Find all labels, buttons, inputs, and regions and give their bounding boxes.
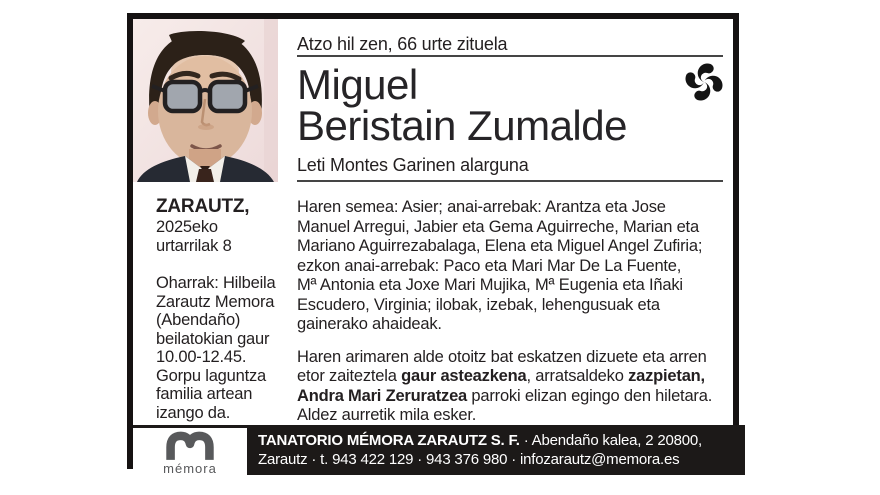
- text-line: Haren semea: Asier; anai-arrebak: Arantza eta Jose: [297, 198, 666, 216]
- text-line: 2025eko: [156, 218, 218, 236]
- text-line: Gorpu laguntza: [156, 366, 267, 385]
- memora-logo-text: mémora: [163, 460, 217, 476]
- text-line: Mª Antonia eta Joxe Mari Mujika, Mª Eugenia eta Iñaki: [297, 276, 683, 294]
- obituary-card: [127, 13, 739, 476]
- wake-notes: [156, 274, 288, 422]
- text-line: familia artean: [156, 385, 253, 403]
- obituary-body: [297, 198, 749, 426]
- deceased-first-name: Miguel: [297, 61, 418, 108]
- deceased-surnames: Beristain Zumalde: [297, 102, 627, 149]
- text-line: Haren arimaren alde otoitz bat eskatzen dizuete eta arren: [297, 347, 707, 366]
- text-line: Zarautz Memora: [156, 292, 275, 311]
- funeral-home-footer: [133, 425, 745, 475]
- city-label: ZARAUTZ,: [156, 196, 250, 217]
- text-line: urtarrilak 8: [156, 236, 232, 255]
- date-lines: [156, 218, 288, 255]
- funeral-invitation-paragraph: [297, 348, 749, 426]
- text-line: Oharrak: Hilbeila: [156, 274, 276, 292]
- text-line: beilatokian gaur: [156, 329, 270, 348]
- portrait-illustration: [133, 19, 278, 182]
- divider-top: [297, 55, 723, 57]
- spouse-line: Leti Montes Garinen alarguna: [297, 155, 529, 175]
- text-line: 10.00-12.45.: [156, 348, 247, 366]
- text-line: TANATORIO MÉMORA ZARAUTZ S. F. · Abendaño kalea, 2 20800,: [258, 432, 703, 449]
- obituary-header: [297, 33, 723, 182]
- text-line: Manuel Arregui, Jabier eta Gema Aguirreche, Marian eta: [297, 217, 699, 236]
- text-line: Escudero, Virginia; ilobak, izebak, lehengusuak eta: [297, 295, 660, 314]
- family-paragraph: [297, 198, 749, 335]
- text-line: gainerako ahaideak.: [297, 315, 442, 333]
- text-line: (Abendaño): [156, 311, 241, 329]
- text-line: Zarautz · t. 943 422 129 · 943 376 980 · infozarautz@memora.es: [258, 451, 680, 468]
- place-date-notes-column: [156, 196, 288, 422]
- text-line: Aldez aurretik mila esker.: [297, 406, 477, 424]
- text-line: Mariano Aguirrezabalaga, Elena eta Miguel Angel Zufiria;: [297, 237, 703, 255]
- text-line: Andra Mari Zeruratzea parroki elizan egingo den hiletara.: [297, 386, 713, 405]
- death-announcement-line: Atzo hil zen, 66 urte zituela: [297, 34, 508, 54]
- memora-m-icon: [158, 429, 222, 461]
- deceased-portrait-photo: [133, 19, 278, 182]
- text-line: ezkon anai-arrebak: Paco eta Mari Mar De La Fuente,: [297, 256, 682, 275]
- lauburu-icon: [683, 61, 725, 103]
- deceased-name: [297, 61, 723, 149]
- funeral-home-contact: [247, 425, 745, 475]
- memora-logo: [133, 428, 247, 475]
- text-line: etor zaiteztela gaur asteazkena, arratsaldeko zazpietan,: [297, 367, 705, 385]
- divider-bottom: [297, 180, 723, 182]
- text-line: izango da.: [156, 403, 231, 422]
